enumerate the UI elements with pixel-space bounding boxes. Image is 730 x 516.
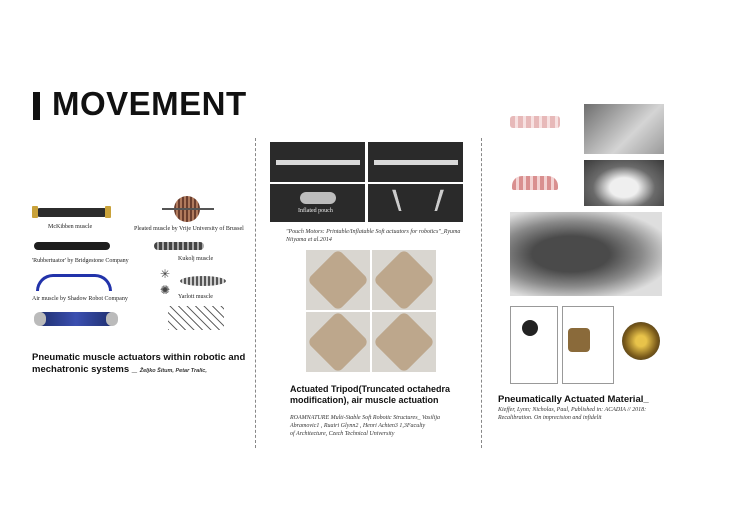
kukolj-label: Kukolj muscle [178,256,214,262]
col3-credit-line1: Kieffer, Lynn; Nicholas, Paul, Published in: ACADIA // 2018: [498,407,647,413]
material-photo-3 [510,212,662,296]
tripod-shape [307,249,369,311]
rod-icon [162,208,214,210]
mckibben-label: McKibben muscle [48,224,93,230]
pouch-photo-4 [368,184,463,222]
pouch-bubbles [300,192,336,204]
pouch-photo-1 [270,142,365,182]
pouch-caption [286,228,466,244]
tripod-photo-3 [306,312,370,372]
col3-credit-line2: Recalibration. On imprecision and infidelit [498,415,602,421]
pouch-photo-2 [368,142,463,182]
connector-icon [105,206,111,218]
tripod-credit-line2: Abramovic1 , Ruairi Glynn2 , Henri Achten3 1,3Faculty [290,423,426,429]
shadow-muscle-image [36,274,112,291]
pleated-label: Pleated muscle by Vrije University of Brussel [134,226,244,232]
diagram-box [510,306,558,384]
tripod-shape [373,249,435,311]
yarlott-label: Yarlott muscle [178,294,213,300]
shadow-label: Air muscle by Shadow Robot Company [32,296,128,302]
material-photo-1 [584,104,664,154]
tripod-shape [307,311,369,373]
page-title: MOVEMENT [52,85,247,122]
diagram-circle [522,320,538,336]
mechanism-image [168,306,224,330]
material-sample-2 [512,176,558,190]
col1-caption-line1: Pneumatic muscle actuators within robotic and [32,352,246,363]
tripod-title [290,384,470,406]
tripod-photo-2 [372,250,436,310]
column-divider [255,138,256,448]
col1-caption [32,352,252,377]
col1-caption-line2 [32,364,252,377]
pouch-photo-3 [270,184,365,222]
material-sample-1 [510,116,560,128]
rubbertuator-image [34,242,110,250]
tripod-title-line2: modification), air muscle actuation [290,395,439,405]
pouch-strip [276,160,360,165]
process-diagram [510,306,662,388]
inflated-pouch-label: Inflated pouch [298,208,333,214]
pouch-strip [374,160,458,165]
tripod-title-line1: Actuated Tripod(Truncated octahedra [290,384,451,394]
col3-credit [498,406,718,422]
pouch-v-shape [392,190,444,211]
pouch-caption-line1: "Pouch Motors: Printable/Inflatable Soft actuators for robotics"_Ryuma [286,229,461,235]
col3-title: Pneumatically Actuated Material_ [498,394,649,405]
mckibben-muscle-image [36,208,108,217]
tripod-photo-1 [306,250,370,310]
blue-muscle-image [36,312,116,326]
connector-icon [32,206,38,218]
connector-icon [106,312,118,326]
tripod-shape [373,311,435,373]
column-divider [481,138,482,448]
pouch-caption-line2: Niiyama et al.2014 [286,237,332,243]
tripod-credit-line3: of Architecture, Czech Technical University [290,431,395,437]
material-photo-2 [584,160,664,206]
connector-icon [34,312,46,326]
diagram-circle-gold [622,322,660,360]
title-accent-bar [33,92,40,120]
tripod-credit [290,414,470,438]
diagram-photo [568,328,590,352]
col1-caption-line2-text: mechatronic systems _ [32,364,138,375]
rubbertuator-label: 'Rubbertuator' by Bridgestone Company [32,258,129,264]
yarlott-muscle-image [180,276,226,286]
tripod-photo-4 [372,312,436,372]
kukolj-muscle-image [154,242,204,250]
tripod-credit-line1: ROAMNATURE Multi-Stable Soft Robotic Structures_ Vasilija [290,415,441,421]
star-icon: ✳ [160,267,171,281]
muscle-figure [28,196,243,336]
star-icon: ✺ [160,283,171,297]
col1-caption-authors: Željko Šitum, Petar Tralic, [139,368,207,374]
